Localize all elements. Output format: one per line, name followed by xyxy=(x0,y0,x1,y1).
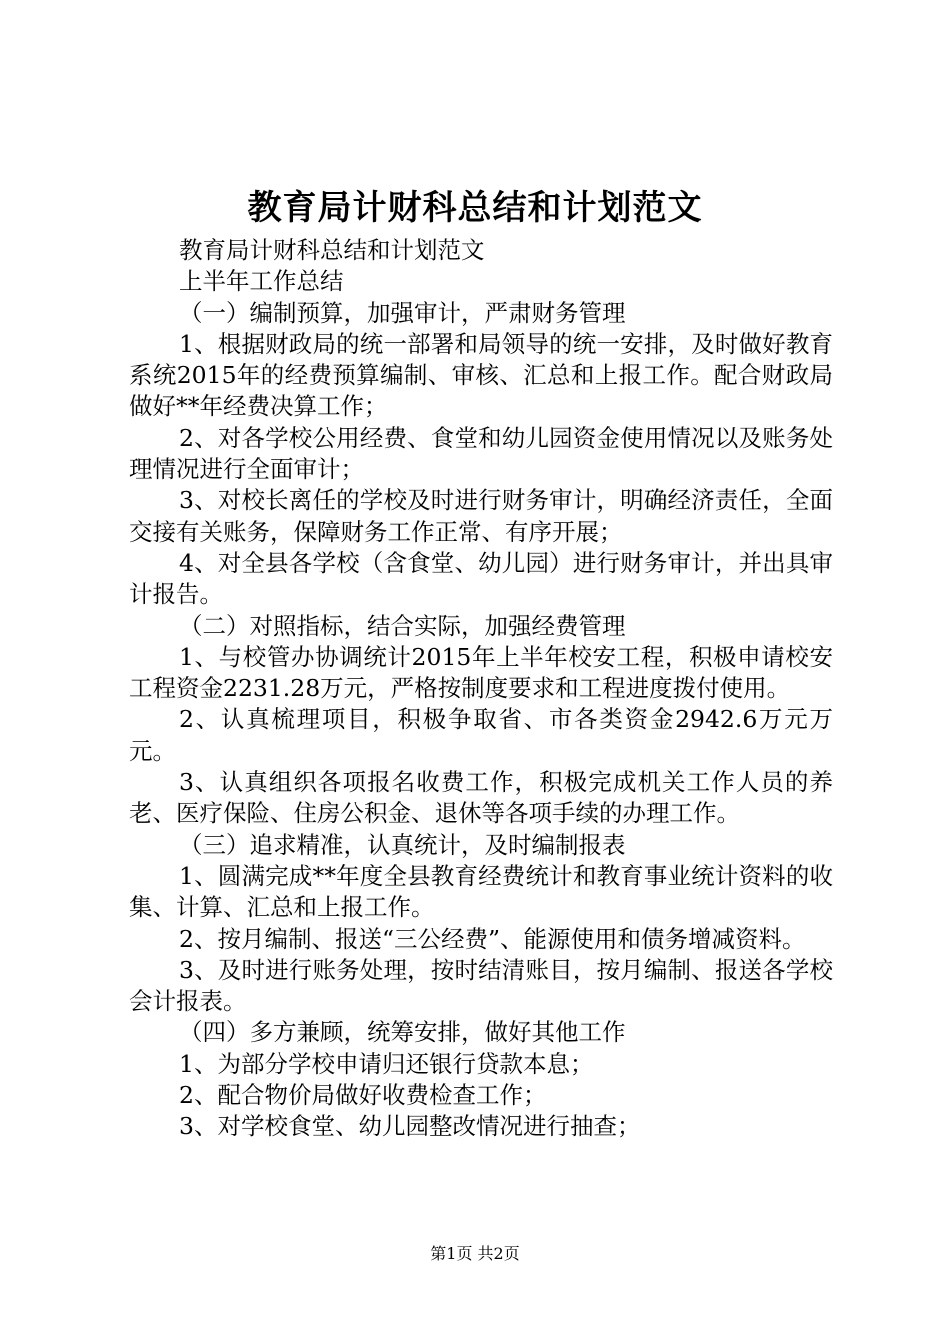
document-body xyxy=(129,235,833,1143)
heading-paragraph: （三）追求精准，认真统计，及时编制报表 xyxy=(179,830,626,859)
body-paragraph: 2、对各学校公用经费、食堂和幼儿园资金使用情况以及账务处理情况进行全面审计； xyxy=(129,423,833,484)
body-paragraph: 1、圆满完成**年度全县教育经费统计和教育事业统计资料的收集、计算、汇总和上报工作。 xyxy=(129,861,833,922)
heading-paragraph: （一）编制预算，加强审计，严肃财务管理 xyxy=(179,298,626,327)
body-paragraph: 3、认真组织各项报名收费工作，积极完成机关工作人员的养老、医疗保险、住房公积金、退休等各项手续的办理工作。 xyxy=(129,768,833,828)
body-paragraph: 1、与校管办协调统计2015年上半年校安工程，积极申请校安工程资金2231.28万元，严格按制度要求和工程进度拨付使用。 xyxy=(129,642,833,703)
subtitle-paragraph: 教育局计财科总结和计划范文 xyxy=(179,236,485,264)
body-paragraph: 3、及时进行账务处理，按时结清账目，按月编制、报送各学校会计报表。 xyxy=(129,955,833,1016)
body-paragraph: 1、根据财政局的统一部署和局领导的统一安排，及时做好教育系统2015年的经费预算编制、审核、汇总和上报工作。配合财政局做好**年经费决算工作； xyxy=(129,329,833,421)
body-paragraph: 2、配合物价局做好收费检查工作； xyxy=(179,1081,547,1110)
document-title: 教育局计财科总结和计划范文 xyxy=(247,188,703,228)
page-footer: 第1页 共2页 xyxy=(430,1244,520,1263)
heading-paragraph: （四）多方兼顾，统筹安排，做好其他工作 xyxy=(179,1018,626,1047)
body-paragraph: 4、对全县各学校（含食堂、幼儿园）进行财务审计，并出具审计报告。 xyxy=(129,548,833,609)
body-paragraph: 2、按月编制、报送“三公经费”、能源使用和债务增减资料。 xyxy=(179,924,806,953)
heading-paragraph: （二）对照指标，结合实际，加强经费管理 xyxy=(179,611,626,640)
body-paragraph: 2、认真梳理项目，积极争取省、市各类资金2942.6万元万元。 xyxy=(129,705,833,765)
body-paragraph: 1、为部分学校申请归还银行贷款本息； xyxy=(179,1049,594,1078)
body-paragraph: 3、对校长离任的学校及时进行财务审计，明确经济责任，全面交接有关账务，保障财务工作正常、有序开展； xyxy=(129,486,833,546)
body-paragraph: 3、对学校食堂、幼儿园整改情况进行抽查； xyxy=(179,1112,641,1141)
section-title-paragraph: 上半年工作总结 xyxy=(179,267,344,296)
